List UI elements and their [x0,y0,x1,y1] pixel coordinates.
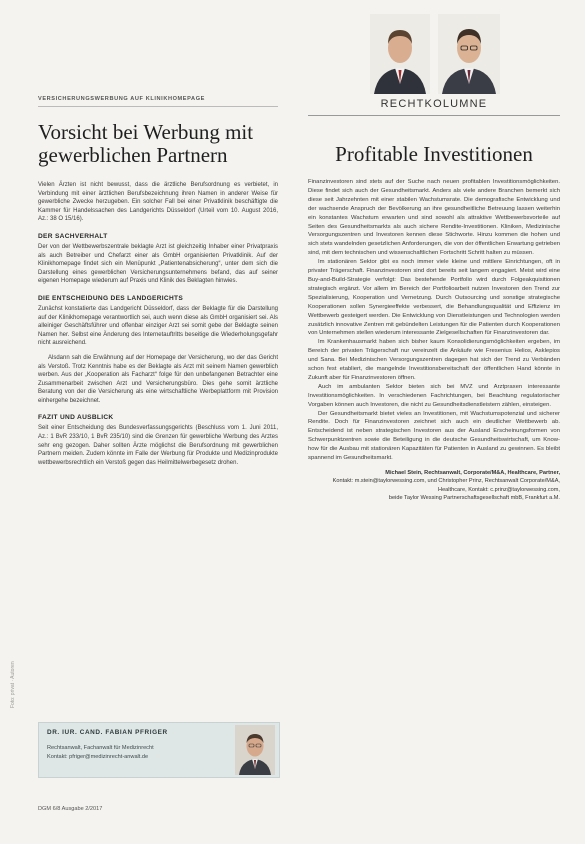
author-box [38,722,280,778]
column-title: Profitable Investitionen [335,142,533,166]
portrait-1 [370,14,430,94]
column-signature [308,469,560,503]
column-paragraph-5: Der Gesundheitsmarkt bietet vieles an Investitionen, mit Wachstumspotenzial und sicherer Rendite. Doch für Finanzinvestoren zeichnet sich auch ein deutlicher Wettbewerb ab. Entscheidend ist neben strategischen Investoren aus der Ausland Erscheinungsformen von Schwerpunktzentren sowie die Beteiligung in die deutsche Gesundheitswirtschaft, um Know-how für die Ausbau mit stationären Kapazitäten für Patienten in Ausland zu gewinnen. Es bleibt spannend im Gesundheitsmarkt. [308,410,560,462]
portrait-2 [438,14,500,94]
section-text-sachverhalt: Der von der Wettbewerbszentrale beklagte Arzt ist gleichzeitig Inhaber einer Privatpraxis als auch Betreiber und Chefarzt einer als GmbH organisierten Privatklinik. Auf der Klinikhomepage findet sich ein Menüpunkt „Patientenabsicherung“, unter dem sich die Darstellung eines gewerblichen Versicherungsunternehmens befand, das auf seiner eigenen Homepage wiederum auf Praxis und Klinik des Beklagten hinwies. [38,243,278,285]
section-text-entscheidung-2: Alsdann sah die Erwähnung auf der Homepage der Versicherung, wo der das Gericht als Verstoß. Trotz Kenntnis habe es der Beklagte als Arzt mit seinem Namen gewerblich werben. Aus der „Kooperation als Facharzt“ folge für den unbefangenen Betrachter eine Zusammenarbeit zwischen Arzt und Versicherungsbüro. Dies gehe somit ärztliche Beratung von der die Versicherung als eine wirtschaftliche Werbeplattform mit Provision einhergehe bezeichnet. [38,354,278,404]
section-text-entscheidung: Zunächst konstatierte das Landgericht Düsseldorf, dass der Beklagte für die Darstellung auf der Klinikhomepage verantwortlich sei, auch wenn diese als GmbH organisiert sei. Als alleiniger Geschäftsführer und offenbar einziger Arzt sei somit gebe der Beklagte seinen Namen her. Selbst eine Änderung des Internetauftritts beseitige die Wiederholungsgefahr nicht ausreichend. [38,305,278,347]
section-text-fazit: Seit einer Entscheidung des Bundesverfassungsgerichts (Beschluss vom 1. Juni 2011, Az.: 1 BvR 233/10, 1 BvR 235/10) sind die Grenzen für gewerbliche Werbung des Arztes sehr eng gezogen. Daher sollten Ärzte möglichst die Berufsordnung mit gewerblichen Partnern meiden. Zudem könnte im Falle der Werbung für Produkte und Medizinprodukte wettbewerbsrechtlich ein Verstoß gegen das Heilmittelwerbegesetz drohen. [38,425,278,466]
author-role: Rechtsanwalt, Fachanwalt für Medizinrecht [47,745,154,751]
page-footer: DGM 6/8 Ausgabe 2/2017 [38,806,103,812]
author-contact: Kontakt: pfriger@medizinrecht-anwalt.de [47,754,149,760]
left-article [38,96,278,796]
author-name: DR. IUR. CAND. FABIAN PFRIGER [47,729,168,736]
article-headline [38,121,278,167]
signature-line-2: Kontakt: m.stein@taylorwessing.com, und Christopher Prinz, Rechtsanwalt Corporate/M&A, Healthcare, Kontakt: c.prinz@taylorwessing.com, [332,478,560,493]
column-paragraph-2: Im stationären Sektor gibt es noch immer viele kleine und mittlere Einrichtungen, oft in privater Trägerschaft. Finanzinvestoren sind dort bereits seit langem engagiert. Meist wird eine Buy-and-Build-Strategie verfolgt: Das bestehende Portfolio wird durch Folgeakquisitionen strategisch ergänzt. Vor allem im Bereich der Portfolioarbeit nutzen Investoren den Trend zur Spezialisierung, Kooperation und Vernetzung. Durch Outsourcing und sonstige strategische Kooperationen sollen Synergieeffekte verbessert, die Behandlungsqualität und Effizienz im Wettbewerb gesteigert werden. Die Entwicklung von Dienstleistungen und Technologien werden zusätzlich innovative Zentren mit gebündelten Leistungen für die Patienten durch Kooperationen von Unternehmen stellen wiederum interessante Zielgesellschaften für Finanzinvestoren dar. [308,259,560,337]
column-body [308,178,560,503]
section-title-entscheidung: DIE ENTSCHEIDUNG DES LANDGERICHTS [38,294,184,302]
headline-line-1: Vorsicht bei Werbung mit [38,120,254,144]
column-paragraph-1: Finanzinvestoren sind stets auf der Suche nach neuen profitablen Investitionsmöglichkeiten. Diese findet sich auch der Gesundheitsmarkt. Anders als viele andere Branchen bemerkt sich diese seit Jahrzehnten mit einer stabilen Wachstumsrate. Die demografische Entwicklung und der wachsende Anspruch der Bevölkerung an ihre gesundheitliche Betreuung lassen weiterhin ein konstantes Wachstum erwarten und sind sowohl als attraktive Wettbewerbsvorteile auf Seiten des Gesundheitsmarkts als auch sichere Rendite-Investitionen. Kliniken, Medizinische Versorgungszentren und Investoren kennen diese Stichworte. Hinzu kommen die hohen und sich stets wandelnden gesetzlichen Anforderungen, die von der öffentlichen Erwartung getrieben sind, mit dem technischen und wissenschaftlichen Fortschritt Schritt halten zu müssen. [308,179,560,257]
column-paragraph-3: Im Krankenhausmarkt haben sich bisher kaum Konsolidierungsmöglichkeiten ergeben, im Bereich der privaten Trägerschaft nur vereinzelt die Ankäufe wie Fresenius Helios, Asklepios und Sana. Bei Medizinischen Versorgungszentren dagegen hat sich der Trend zu Verbänden schon fest etabliert, die mangelnde Investitionsbereitschaft der öffentlichen Hand könnte in Zukunft aber für Finanzinvestoren öffnen. [308,339,560,381]
signature-line-1: Michael Stein, Rechtsanwalt, Corporate/M&A, Healthcare, Partner, [385,470,560,476]
signature-line-3: beide Taylor Wessing Partnerschaftsgesellschaft mbB, Frankfurt a.M. [388,495,560,502]
columnist-portraits [370,14,500,94]
section-title-fazit: FAZIT UND AUSBLICK [38,414,114,422]
intro-paragraph: Vielen Ärzten ist nicht bewusst, dass die ärztliche Berufsordnung es verbietet, in Verbindung mit einer ärztlichen Berufsbezeichnung ihren Namen in anderer Weise für gewerbliche Zwecke herzugeben. Ein solcher Fall bei einer Privatklinik beschäftigte die Kammer für Handelssachen des Landgerichts Düsseldorf (Urteil vom 10. August 2016, Az.: 38 O 15/16). [38,182,278,223]
section-title-sachverhalt: DER SACHVERHALT [38,232,108,240]
right-column [308,10,560,800]
article-overline: VERSICHERUNGSWERBUNG AUF KLINIKHOMEPAGE [38,96,278,107]
column-paragraph-4: Auch im ambulanten Sektor bieten sich bei MVZ und Arztpraxen interessante Investitionsmöglichkeiten. In verschiedenen Fachrichtungen, bei Beachtung regulatorischer Vorgaben können auch Investoren, die nicht zu Gesundheitsdienstleistern zählen, einsteigen. [308,383,560,408]
column-label: RECHTKOLUMNE [308,98,560,116]
author-portrait [235,725,275,775]
headline-line-2: gewerblichen Partnern [38,143,228,167]
photo-credit: Foto: privat · Autoren [10,661,16,708]
